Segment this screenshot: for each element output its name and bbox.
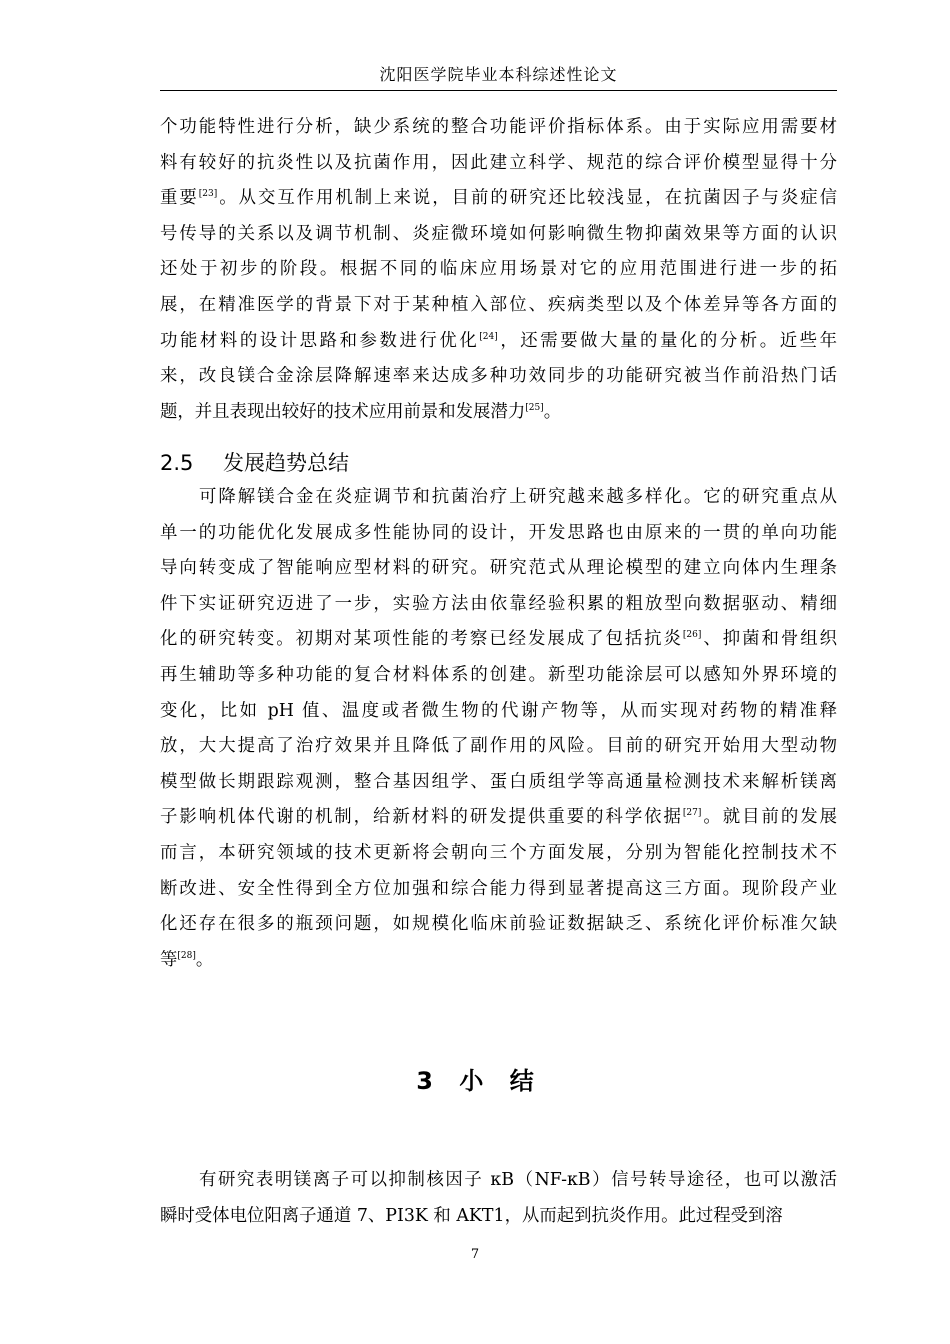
text-line [199,1168,837,1192]
text-segment: 。就目前的发展 [701,807,837,828]
section-number: 2.5 [160,451,194,475]
header-rule [160,90,837,91]
text-segment: 功能材料的设计思路和参数进行优化 [160,330,480,351]
chapter-3-heading [0,1066,950,1096]
text-line [160,805,837,829]
text-segment: 。 [195,949,214,970]
text-line [160,556,837,580]
text-segment: 、抑菌和骨组织 [701,629,837,650]
text-segment: 而言，本研究领域的技术更新将会朝向三个方面发展，分别为智能化控制技术不 [160,843,837,863]
text-segment: 变化，比如 pH 值、温度或者微生物的代谢产物等，从而实现对药物的精准释 [160,700,837,721]
text-line [160,592,837,616]
text-line [160,400,837,424]
text-segment: 导向转变成了智能响应型材料的研究。研究范式从理论模型的建立向体内生理条 [160,558,837,579]
text-line [160,257,837,281]
text-line [160,663,837,687]
text-segment: 。从交互作用机制上来说，目前的研究还比较浅显，在抗菌因子与炎症信 [217,188,837,209]
text-segment: 化的研究转变。初期对某项性能的考察已经发展成了包括抗炎 [160,629,683,650]
text-segment: 单一的功能优化发展成多性能协同的设计，开发思路也由原来的一贯的单向功能 [160,522,837,543]
section-title: 发展趋势总结 [223,451,349,475]
citation-ref: [28] [177,950,196,961]
text-segment: 有研究表明镁离子可以抑制核因子 κB（NF-κB）信号转导途径，也可以激活 [199,1170,837,1190]
text-line [160,770,837,794]
text-line [199,485,837,509]
chapter-number: 3 [416,1067,433,1095]
text-line [160,1204,837,1228]
chapter-title: 小 结 [459,1067,534,1095]
text-segment: 放，大大提高了治疗效果并且降低了副作用的风险。目前的研究开始用大型动物 [160,736,837,757]
text-segment: 来，改良镁合金涂层降解速率来达成多种功效同步的功能研究被当作前沿热门话 [160,366,837,387]
text-line [160,293,837,317]
text-segment: 。 [543,401,562,422]
citation-ref: [26] [682,630,702,641]
citation-ref: [23] [198,189,218,200]
text-line [160,627,837,651]
text-segment: 料有较好的抗炎性以及抗菌作用，因此建立科学、规范的综合评价模型显得十分 [160,152,837,173]
text-line [160,948,837,972]
citation-ref: [27] [682,808,702,819]
text-segment: 号传导的关系以及调节机制、炎症微环境如何影响微生物抑菌效果等方面的认识 [160,223,837,244]
text-segment: 个功能特性进行分析，缺少系统的整合功能评价指标体系。由于实际应用需要材 [160,117,837,137]
text-segment: 断改进、安全性得到全方位加强和综合能力得到显著提高这三方面。现阶段产业 [160,878,837,899]
text-line [160,734,837,758]
text-line [160,151,837,175]
text-line [160,521,837,545]
text-line [160,877,837,901]
text-line [160,364,837,388]
text-line [160,841,837,865]
text-segment: 模型做长期跟踪观测，整合基因组学、蛋白质组学等高通量检测技术来解析镁离 [160,771,837,792]
text-segment: 瞬时受体电位阳离子通道 7、PI3K 和 AKT1，从而起到抗炎作用。此过程受到溶 [160,1205,783,1226]
running-header: 沈阳医学院毕业本科综述性论文 [379,65,618,84]
citation-ref: [24] [479,331,498,342]
text-segment: 等 [160,949,178,970]
text-line [160,912,837,936]
citation-ref: [25] [525,402,544,413]
text-segment: 可降解镁合金在炎症调节和抗菌治疗上研究越来越多样化。它的研究重点从 [199,487,837,507]
text-segment: 展，在精准医学的背景下对于某种植入部位、疾病类型以及个体差异等各方面的 [160,295,837,315]
text-line [160,186,837,210]
text-line [160,115,837,139]
text-segment: 题，并且表现出较好的技术应用前景和发展潜力 [160,401,526,422]
text-segment: 重要 [160,188,199,209]
text-line [160,329,837,353]
text-segment: 件下实证研究迈进了一步，实验方法由依靠经验积累的粗放型向数据驱动、精细 [160,593,837,614]
text-segment: ，还需要做大量的量化的分析。近些年 [497,330,837,351]
text-line [160,222,837,246]
text-segment: 化还存在很多的瓶颈问题，如规模化临床前验证数据缺乏、系统化评价标准欠缺 [160,914,837,935]
page-number: 7 [470,1247,480,1262]
text-segment: 再生辅助等多种功能的复合材料体系的创建。新型功能涂层可以感知外界环境的 [160,665,837,685]
text-line [160,699,837,723]
text-segment: 子影响机体代谢的机制，给新材料的研发提供重要的科学依据 [160,807,683,828]
text-segment: 还处于初步的阶段。根据不同的临床应用场景对它的应用范围进行进一步的拓 [160,259,837,280]
section-2-5-heading [160,450,349,476]
